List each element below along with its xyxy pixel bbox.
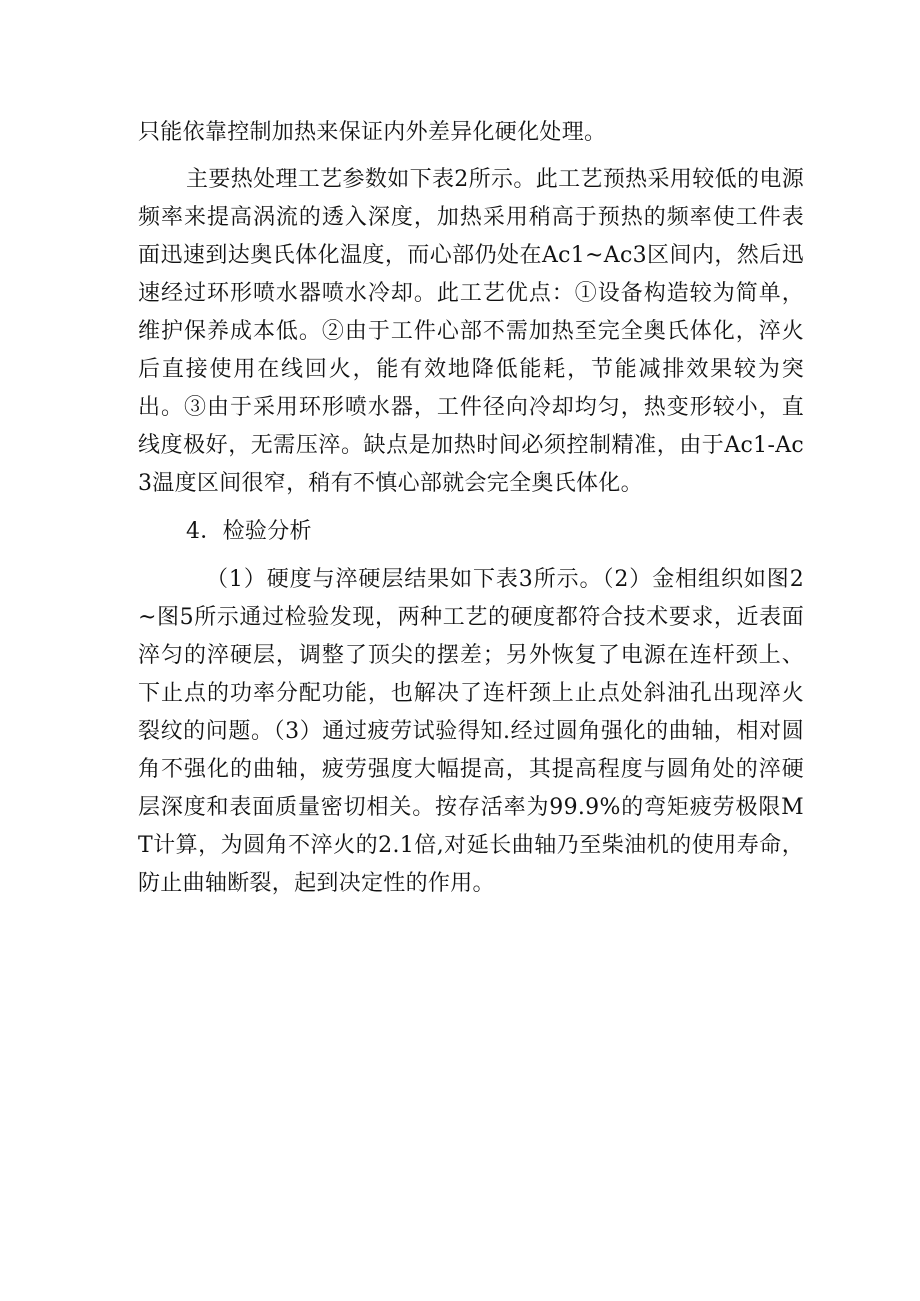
paragraph-continuation: 只能依靠控制加热来保证内外差异化硬化处理。 xyxy=(138,120,607,145)
document-body xyxy=(138,114,804,903)
paragraph-inspection-results: （1）硬度与淬硬层结果如下表3所示。（2）金相组织如图2~图5所示通过检验发现，两种工艺的硬度都符合技术要求，近表面淬匀的淬硬层，调整了顶尖的摆差；另外恢复了电源在连杆颈上、下止点的功率分配功能，也解决了连杆颈上止点处斜油孔出现淬火裂纹的问题。（3）通过疲劳试验得知.经过圆角强化的曲轴，相对圆角不强化的曲轴，疲劳强度大幅提高，其提高程度与圆角处的淬硬层深度和表面质量密切相关。按存活率为99.9%的弯矩疲劳极限MT计算，为圆角不淬火的2.1倍,对延长曲轴乃至柴油机的使用寿命，防止曲轴断裂，起到决定性的作用。 xyxy=(138,567,804,896)
section-heading-inspection-analysis: 4．检验分析 xyxy=(186,519,312,544)
paragraph-process-parameters: 主要热处理工艺参数如下表2所示。此工艺预热采用较低的电源频率来提高涡流的透入深度，加热采用稍高于预热的频率使工件表面迅速到达奥氏体化温度，而心部仍处在Ac1~Ac3区间内，然后迅速经过环形喷水器喷水冷却。此工艺优点：①设备构造较为简单，维护保养成本低。②由于工件心部不需加热至完全奥氏体化，淬火后直接使用在线回火，能有效地降低能耗，节能减排效果较为突出。③由于采用环形喷水器，工件径向冷却均匀，热变形较小，直线度极好，无需压淬。缺点是加热时间必须控制精准，由于Ac1-Ac3温度区间很窄，稍有不慎心部就会完全奥氏体化。 xyxy=(138,167,804,496)
